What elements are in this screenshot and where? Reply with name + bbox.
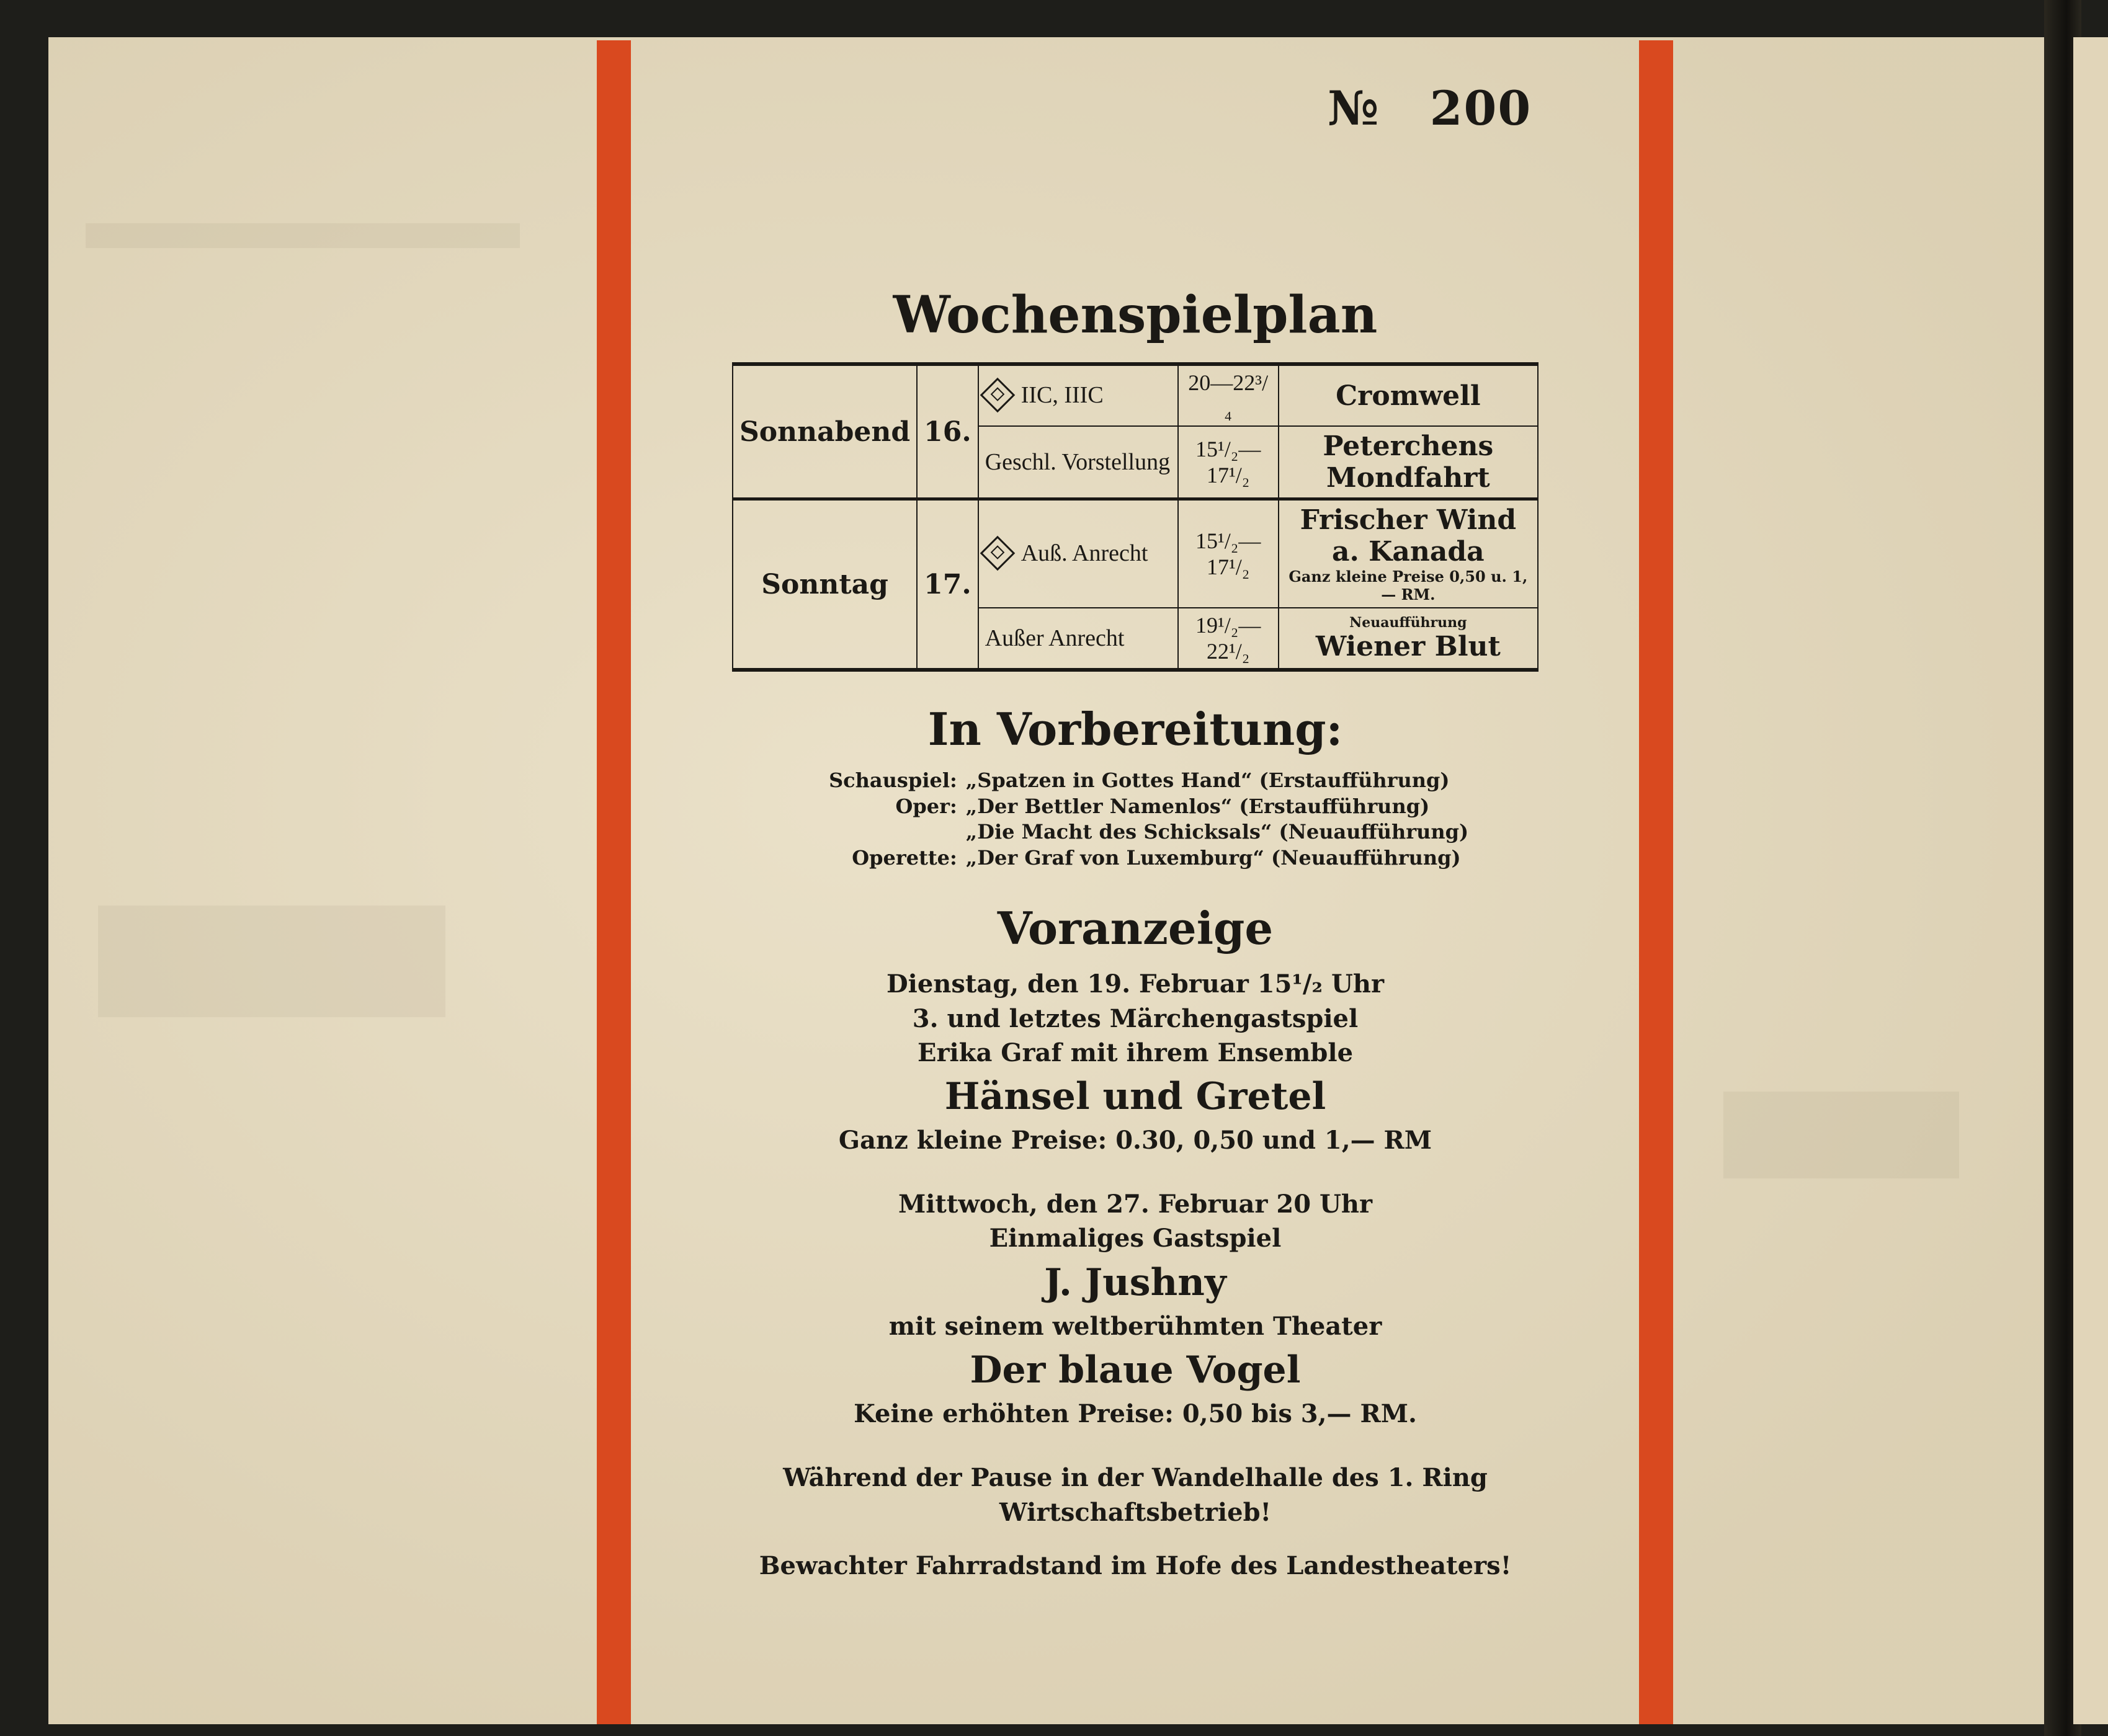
ring-cell: Außer Anrecht bbox=[978, 608, 1178, 670]
bleed-through-mark bbox=[86, 223, 520, 248]
price-note: Ganz kleine Preise 0,50 u. 1,— RM. bbox=[1288, 568, 1528, 603]
play-title: Wiener Blut bbox=[1315, 630, 1501, 662]
theater-emblem-icon bbox=[980, 377, 1015, 412]
ring-cell: Auß. Anrecht bbox=[978, 499, 1178, 608]
bicycle-note: Bewachter Fahrradstand im Hofe des Landestheaters! bbox=[759, 1551, 1512, 1580]
list-item: Schauspiel: „Spatzen in Gottes Hand“ (Erstaufführung) bbox=[829, 768, 1450, 792]
event-title: Hänsel und Gretel bbox=[944, 1074, 1326, 1118]
ring-cell: IIC, IIIC bbox=[978, 364, 1178, 426]
event-line: Erika Graf mit ihrem Ensemble bbox=[917, 1038, 1354, 1067]
event-line: 3. und letztes Märchengastspiel bbox=[912, 1004, 1359, 1033]
play-title: Cromwell bbox=[1279, 364, 1538, 426]
in-preparation-heading: In Vorbereitung: bbox=[927, 703, 1343, 755]
day-date: 17. bbox=[917, 499, 978, 670]
theater-emblem-icon bbox=[980, 535, 1015, 571]
page-number bbox=[1328, 81, 1532, 136]
event-line: Einmaliges Gastspiel bbox=[989, 1224, 1282, 1253]
event-line: mit seinem weltberühmten Theater bbox=[888, 1311, 1382, 1341]
play-title: Peterchens Mondfahrt bbox=[1279, 426, 1538, 499]
event-date: Dienstag, den 19. Februar 15¹/₂ Uhr bbox=[886, 969, 1385, 999]
table-row bbox=[733, 364, 1538, 426]
list-item: Operette: „Der Graf von Luxemburg“ (Neuaufführung) bbox=[852, 845, 1461, 870]
schedule-table bbox=[732, 362, 1539, 672]
event-title: Der blaue Vogel bbox=[970, 1348, 1301, 1392]
playbill-content bbox=[732, 285, 1539, 1583]
bleed-through-mark bbox=[98, 906, 445, 1017]
next-page-edge bbox=[2073, 37, 2108, 1724]
time-cell: 15¹/₂—17¹/₂ bbox=[1178, 426, 1279, 499]
list-item: Oper: „Der Bettler Namenlos“ (Erstaufführung) bbox=[895, 794, 1430, 818]
preview-heading: Voranzeige bbox=[997, 902, 1274, 955]
play-cell bbox=[1279, 608, 1538, 670]
play-cell bbox=[1279, 499, 1538, 608]
event-prices: Ganz kleine Preise: 0.30, 0,50 und 1,— RM bbox=[838, 1125, 1432, 1155]
play-title: Frischer Wind a. Kanada bbox=[1300, 504, 1517, 568]
day-name: Sonntag bbox=[733, 499, 917, 670]
premiere-note: Neuaufführung bbox=[1349, 614, 1467, 631]
in-preparation-list bbox=[802, 768, 1468, 871]
number-sign: № bbox=[1328, 81, 1380, 136]
pause-note: Während der Pause in der Wandelhalle des 1. Ring Wirtschaftsbetrieb! bbox=[783, 1462, 1488, 1527]
time-cell: 15¹/₂—17¹/₂ bbox=[1178, 499, 1279, 608]
list-item: „Die Macht des Schicksals“ (Neuaufführung) bbox=[965, 820, 1469, 844]
event-prices: Keine erhöhten Preise: 0,50 bis 3,— RM. bbox=[854, 1399, 1417, 1428]
ring-cell: Geschl. Vorstellung bbox=[978, 426, 1178, 499]
event-date: Mittwoch, den 27. Februar 20 Uhr bbox=[898, 1190, 1373, 1219]
table-row bbox=[733, 499, 1538, 608]
right-red-stripe bbox=[1639, 40, 1673, 1724]
day-name: Sonnabend bbox=[733, 364, 917, 499]
time-cell: 19¹/₂—22¹/₂ bbox=[1178, 608, 1279, 670]
weekly-schedule-title: Wochenspielplan bbox=[893, 285, 1378, 345]
number-value: 200 bbox=[1429, 81, 1532, 136]
bleed-through-mark bbox=[1723, 1092, 1959, 1178]
left-red-stripe bbox=[597, 40, 631, 1724]
time-cell: 20—22³/₄ bbox=[1178, 364, 1279, 426]
event-artist: J. Jushny bbox=[1044, 1260, 1226, 1304]
day-date: 16. bbox=[917, 364, 978, 499]
